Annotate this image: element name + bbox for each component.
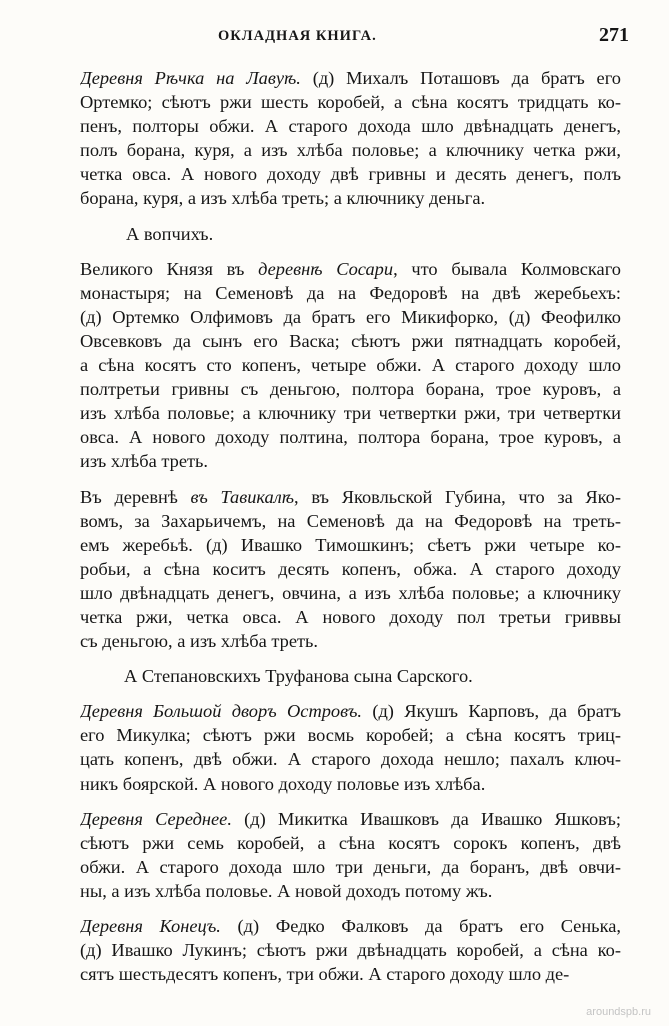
text-line (80, 401, 621, 425)
text-segment: полтретьи гривны съ деньгою, полтора борана, трое куровъ, а (80, 379, 621, 400)
text-line (80, 353, 621, 377)
text-line (80, 629, 621, 653)
text-line (80, 257, 621, 281)
text-line (80, 557, 621, 581)
text-segment: борана, куря, а изъ хлѣба треть; а ключнику деньга. (80, 188, 486, 209)
paragraph (80, 485, 621, 654)
watermark: aroundspb.ru (586, 1006, 651, 1018)
text-line (80, 772, 621, 796)
text-segment: вомъ, за Захарьичемъ, на Семеновѣ да на Федоровѣ на треть- (80, 510, 621, 531)
italic-place-name: Деревня Большой дворъ Островъ. (80, 701, 363, 722)
text-line (80, 90, 621, 114)
page-header (0, 24, 669, 54)
text-line (80, 879, 621, 903)
text-segment: Въ деревнѣ (80, 486, 191, 507)
text-line (80, 855, 621, 879)
text-line (80, 425, 621, 449)
text-line (80, 162, 621, 186)
italic-place-name: Деревня Конецъ. (80, 916, 221, 936)
text-line (80, 938, 621, 962)
text-line (80, 747, 621, 771)
text-segment: (д) Ортемко Олфимовъ да братъ его Микифорко, (д) Феофилко (80, 306, 621, 327)
text-segment: сѣютъ ржи семь коробей, а сѣна косятъ сорокъ копенъ, двѣ (80, 832, 621, 853)
text-segment: Овсевковъ да сынъ его Васка; сѣютъ ржи пятнадцать коробей, (80, 330, 621, 351)
text-segment: пенъ, полторы обжи. А старого дохода шло двѣнадцать денегъ, (80, 116, 621, 137)
text-segment: обжи. А старого дохода шло три деньги, да боранъ, двѣ овчи- (80, 856, 621, 877)
text-line (80, 329, 621, 353)
text-segment: монастыря; на Семеновѣ да на Федоровѣ на двѣ жеребьехъ: (80, 282, 621, 303)
text-segment: съ деньгою, а изъ хлѣба треть. (80, 631, 319, 652)
text-segment: , что бывала Колмовскаго (393, 258, 621, 279)
text-segment: Великого Князя въ (80, 258, 259, 279)
italic-place-name: Деревня Рѣчка на Лавуѣ. (80, 68, 301, 88)
running-title: ОКЛАДНАЯ КНИГА. (218, 28, 377, 44)
text-line (80, 605, 621, 629)
text-segment: сятъ шестьдесятъ копенъ, три обжи. А старого доходу шло де- (80, 964, 570, 985)
text-segment: (д) Ивашко Лукинъ; сѣютъ ржи двѣнадцать коробей, а сѣна ко- (80, 940, 621, 961)
text-segment: (д) Якушъ Карповъ, да братъ (362, 701, 621, 722)
text-segment: а сѣна косятъ сто копенъ, четыре обжи. А старого доходу шло (80, 355, 621, 376)
italic-place-name: въ Тавикалѣ (190, 486, 295, 507)
paragraph (80, 66, 621, 211)
text-segment: ны, а изъ хлѣба половье. А новой доходъ потому жъ. (80, 880, 493, 901)
paragraph (80, 914, 621, 986)
text-line (80, 914, 621, 938)
text-segment: (д) Михалъ Поташовъ да братъ его (300, 68, 621, 88)
text-line (80, 962, 621, 986)
text-line (80, 186, 621, 210)
text-line (80, 807, 621, 831)
text-segment: робьи, а сѣна коситъ десять копенъ, обжа. А старого доходу (80, 558, 621, 579)
italic-place-name: деревнѣ Сосари (258, 258, 394, 279)
page-body (80, 66, 621, 997)
text-line (80, 509, 621, 533)
text-line (80, 581, 621, 605)
paragraph (80, 699, 621, 795)
text-line (80, 281, 621, 305)
page-number: 271 (599, 24, 629, 46)
text-segment: овса. А нового доходу полтина, полтора борана, трое куровъ, а (80, 427, 621, 448)
text-line (80, 138, 621, 162)
text-segment: полъ борана, куря, а изъ хлѣба половье; а ключнику четка ржи, (80, 140, 621, 161)
text-line (80, 723, 621, 747)
text-line (80, 485, 621, 509)
text-segment: , въ Яковльской Губина, что за Яко- (294, 486, 621, 507)
section-heading: А вопчихъ. (126, 223, 214, 244)
text-line (80, 377, 621, 401)
section-heading: А Степановскихъ Труфанова сына Сарского. (124, 666, 473, 687)
text-line (80, 66, 621, 90)
text-segment: шло двѣнадцать денегъ, овчина, а изъ хлѣба половье; а ключнику (80, 582, 621, 603)
text-segment: емъ жеребьѣ. (д) Ивашко Тимошкинъ; сѣетъ ржи четыре ко- (80, 534, 621, 555)
text-line (80, 449, 621, 473)
text-segment: четка ржи, четка овса. А нового доходу пол третьи гриввы (80, 606, 621, 627)
text-segment: (д) Микитка Ивашковъ да Ивашко Яшковъ; (231, 808, 621, 829)
text-segment: его Микулка; сѣютъ ржи восмь коробей; а сѣна косятъ триц- (80, 725, 621, 746)
text-segment: цать копенъ, двѣ обжи. А старого дохода нешло; пахалъ ключ- (80, 749, 621, 770)
text-line (80, 831, 621, 855)
text-line (80, 114, 621, 138)
paragraph (80, 257, 621, 474)
text-segment: четка овса. А нового доходу двѣ гривны и десять денегъ, полъ (80, 164, 621, 185)
text-line (80, 533, 621, 557)
text-segment: (д) Федко Фалковъ да братъ его Сенька, (220, 916, 621, 936)
text-line (80, 305, 621, 329)
text-segment: Ортемко; сѣютъ ржи шесть коробей, а сѣна косятъ тридцать ко- (80, 92, 621, 113)
paragraph (80, 807, 621, 903)
text-segment: изъ хлѣба половье; а ключнику три четвертки ржи, три четвертки (80, 403, 621, 424)
text-segment: никъ боярской. А нового доходу половье изъ хлѣба. (80, 773, 486, 794)
text-segment: изъ хлѣба треть. (80, 451, 209, 472)
italic-place-name: Деревня Середнее. (80, 808, 232, 829)
text-line (80, 699, 621, 723)
